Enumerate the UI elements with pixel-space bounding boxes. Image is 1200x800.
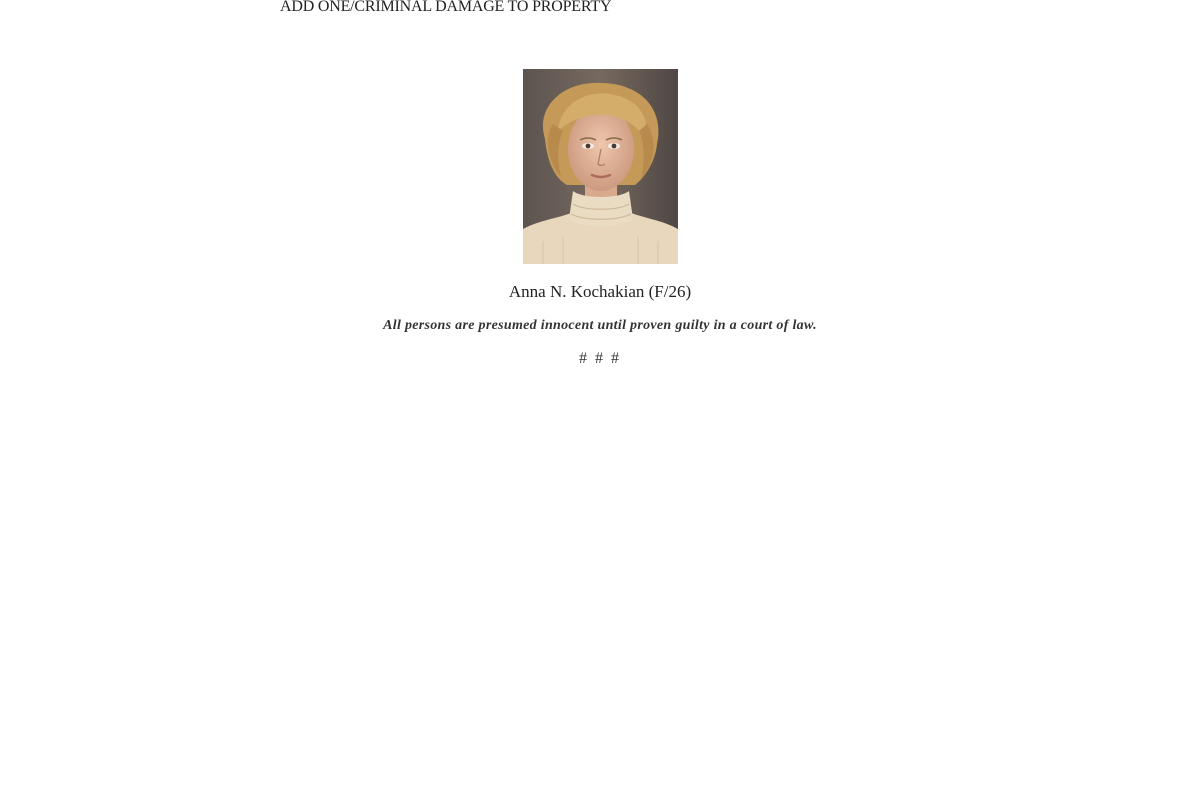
presumption-of-innocence-disclaimer: All persons are presumed innocent until proven guilty in a court of law. [383, 318, 817, 333]
booking-photo-icon [523, 69, 678, 264]
booking-photo [523, 69, 678, 264]
photo-caption: Anna N. Kochakian (F/26) [508, 282, 692, 301]
end-of-release-mark: # # # [579, 350, 621, 367]
charge-line: ADD ONE/CRIMINAL DAMAGE TO PROPERTY [280, 0, 612, 15]
